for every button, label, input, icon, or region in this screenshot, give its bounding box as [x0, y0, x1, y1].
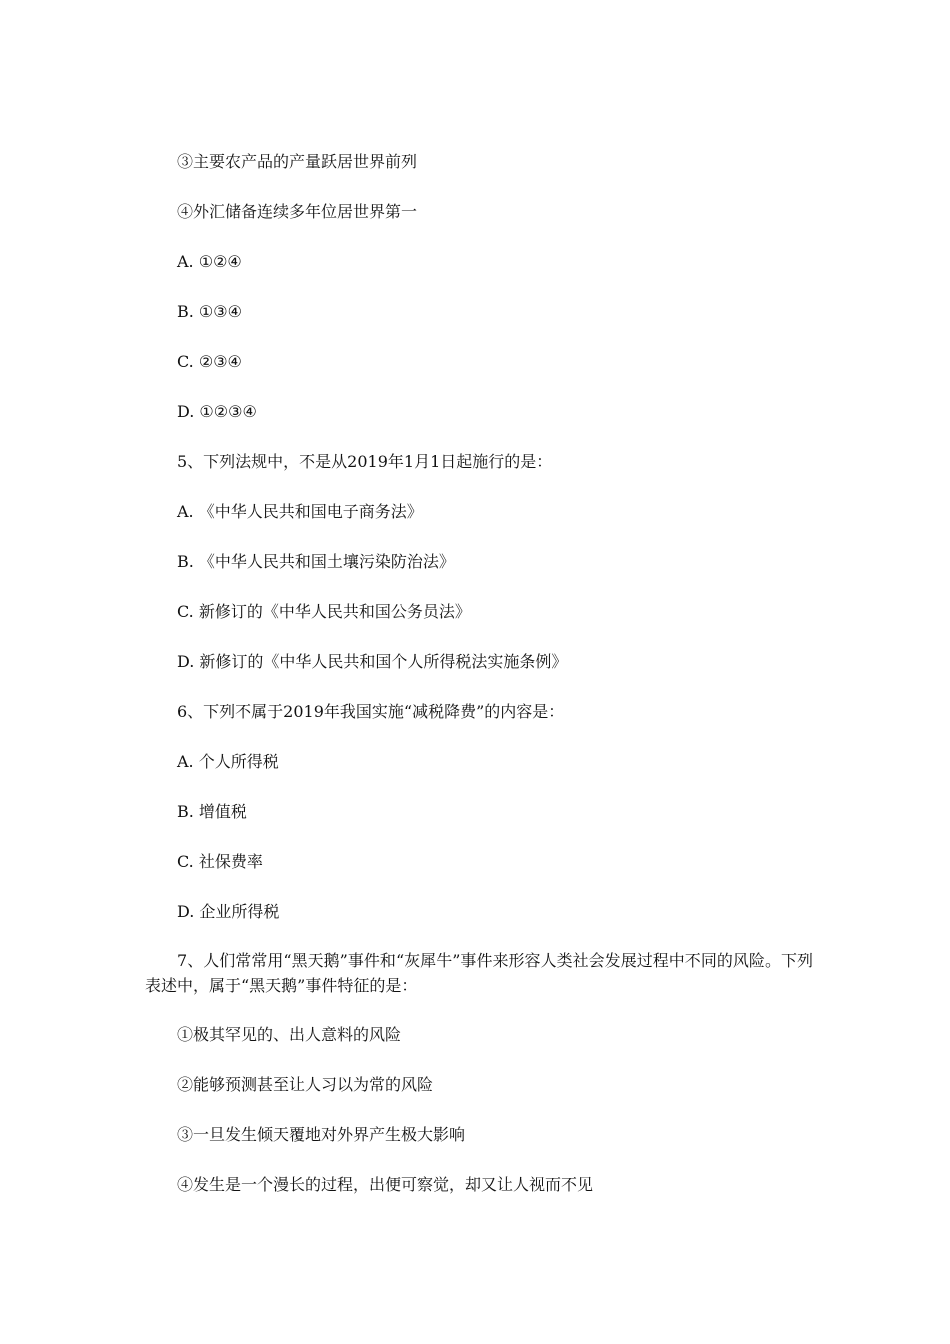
option-b: B. ①③④	[177, 302, 242, 321]
q7-statement-2: ②能够预测甚至让人习以为常的风险	[177, 1075, 434, 1094]
q6-option-a: A. 个人所得税	[177, 752, 279, 771]
statement-3: ③主要农产品的产量跃居世界前列	[177, 152, 418, 171]
question-6: 6、下列不属于2019年我国实施“减税降费”的内容是：	[177, 702, 565, 721]
option-d: D. ①②③④	[177, 402, 257, 421]
q6-option-b: B. 增值税	[177, 802, 247, 821]
q6-option-d: D. 企业所得税	[177, 902, 280, 921]
question-7: 7、人们常常用“黑天鹅”事件和“灰犀牛”事件来形容人类社会发展过程中不同的风险。下列表述中，属于“黑天鹅”事件特征的是：	[145, 951, 813, 995]
q6-option-c: C. 社保费率	[177, 852, 263, 871]
statement-4: ④外汇储备连续多年位居世界第一	[177, 202, 418, 221]
q5-option-b: B. 《中华人民共和国土壤污染防治法》	[177, 552, 455, 571]
q5-option-a: A. 《中华人民共和国电子商务法》	[177, 502, 423, 521]
option-c: C. ②③④	[177, 352, 242, 371]
option-a: A. ①②④	[177, 252, 242, 271]
question-5: 5、下列法规中，不是从2019年1月1日起施行的是：	[177, 452, 553, 471]
q5-option-d: D. 新修订的《中华人民共和国个人所得税法实施条例》	[177, 652, 568, 671]
q5-option-c: C. 新修订的《中华人民共和国公务员法》	[177, 602, 471, 621]
q7-statement-1: ①极其罕见的、出人意料的风险	[177, 1025, 402, 1044]
q7-statement-3: ③一旦发生倾天覆地对外界产生极大影响	[177, 1125, 466, 1144]
q7-statement-4: ④发生是一个漫长的过程，出便可察觉，却又让人视而不见	[177, 1175, 594, 1194]
